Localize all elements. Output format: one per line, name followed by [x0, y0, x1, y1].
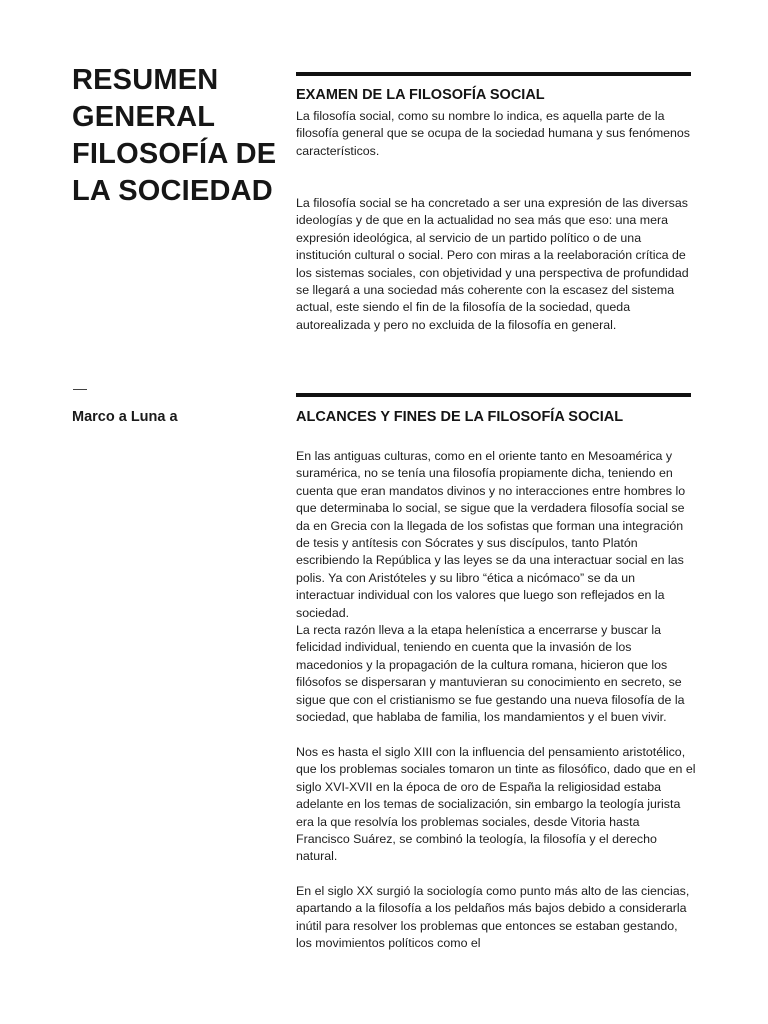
author-dash: — [73, 380, 87, 396]
document-title: RESUMEN GENERAL FILOSOFÍA DE LA SOCIEDAD [72, 64, 277, 207]
section-heading: EXAMEN DE LA FILOSOFÍA SOCIAL [296, 87, 545, 103]
author-name: Marco a Luna a [72, 409, 178, 425]
paragraph: En el siglo XX surgió la sociología como punto más alto de las ciencias, apartando a la filosofía a los peldaños más bajos debido a considerarla inútil para resolver los problemas que entonces se estaban gestando, los movimientos políticos como el [296, 884, 690, 951]
paragraph: La filosofía social, como su nombre lo indica, es aquella parte de la filosofía general que se ocupa de la sociedad humana y sus fenómenos característicos. [296, 109, 691, 158]
section-divider [296, 72, 691, 76]
paragraph: La filosofía social se ha concretado a ser una expresión de las diversas ideologías y de que en la actualidad no sea más que eso: una mera expresión ideológica, al servicio de un partido político o de una institución cultural o social. Pero con miras a la reelaboración crítica de los sistemas sociales, con objetividad y una perspectiva de profundidad se llegará a una sociedad más coherente con la escasez del sistema actual, este siendo el fin de la filosofía de la sociedad, queda autorealizada y pero no excluida de la filosofía en general. [296, 196, 689, 332]
paragraph: La recta razón lleva a la etapa helenística a encerrarse y buscar la felicidad individual, teniendo en cuenta que la invasión de los macedonios y la propagación de la cultura romana, hicieron que los filósofos se dispersaran y mantuvieran su conocimiento en secreto, se sigue que con el cristianismo se fue gestando una nueva filosofía de la sociedad, que hablaba de familia, los mandamientos y el buen vivir. [296, 623, 685, 725]
section-divider [296, 393, 691, 397]
section-heading: ALCANCES Y FINES DE LA FILOSOFÍA SOCIAL [296, 409, 624, 425]
paragraph: Nos es hasta el siglo XIII con la influencia del pensamiento aristotélico, que los problemas sociales tomaron un tinte as filosófico, dado que en el siglo XVI-XVII en la época de oro de España la religiosidad estaba adelante en los temas de socialización, sin embargo la teología jurista era la que resolvía los problemas sociales, desde Vitoria hasta Francisco Suárez, se combinó la teología, la filosofía y el derecho natural. [296, 745, 696, 864]
paragraph: En las antiguas culturas, como en el oriente tanto en Mesoamérica y suramérica, no se tenía una filosofía propiamente dicha, teniendo en cuenta que eran mandatos divinos y no interacciones entre hombres lo que determinaba lo social, se sigue que la verdadera filosofía social se da en Grecia con la llegada de los sofistas que forman una integración de tesis y antítesis con Sócrates y sus discípulos, tanto Platón escribiendo la República y las leyes se da una interactuar social en las polis. Ya con Aristóteles y su libro “ética a nicómaco” se da un interactuar individual con los valores que luego son reflejados en la sociedad. [296, 449, 686, 620]
